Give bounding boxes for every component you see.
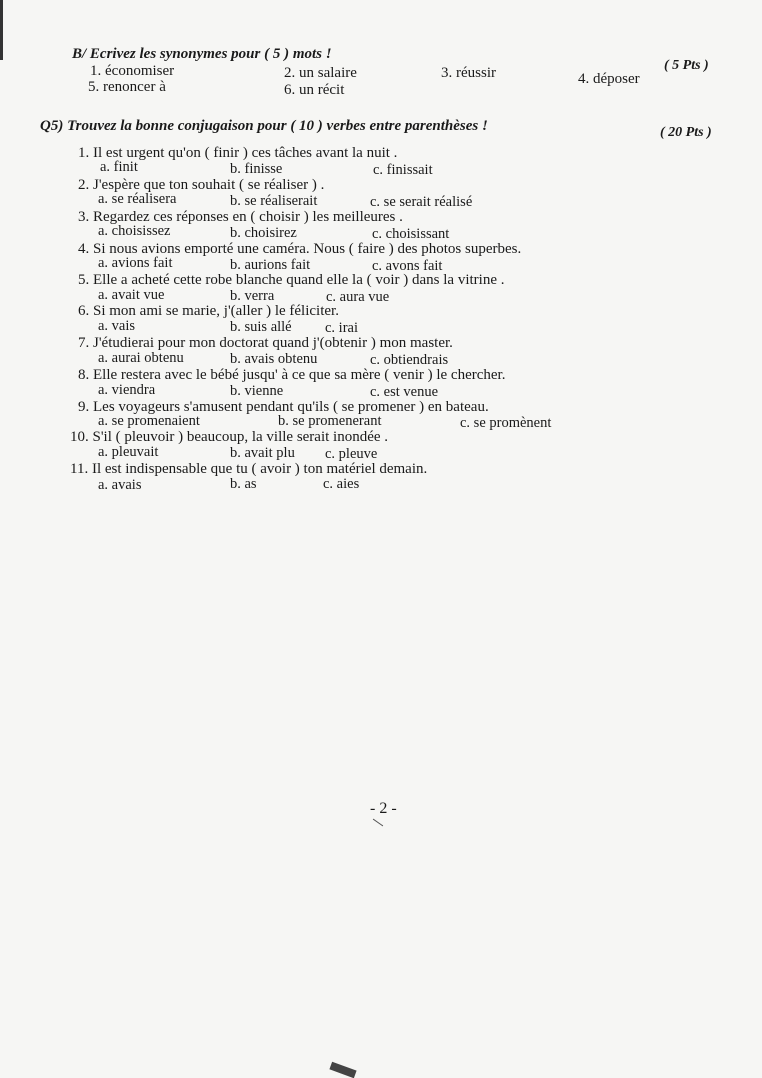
option-7b: b. avais obtenu xyxy=(230,351,318,367)
option-10c: c. pleuve xyxy=(325,446,378,462)
option-2a: a. se réalisera xyxy=(98,191,177,207)
question-9: 9. Les voyageurs s'amusent pendant qu'ils ( se promener ) en bateau. xyxy=(78,399,489,415)
option-11c: c. aies xyxy=(323,476,360,492)
option-8a: a. viendra xyxy=(98,382,156,398)
synonym-word-2: 2. un salaire xyxy=(284,65,357,81)
option-9c: c. se promènent xyxy=(460,415,552,431)
option-4a: a. avions fait xyxy=(98,255,173,271)
option-5c: c. aura vue xyxy=(326,289,390,305)
option-2c: c. se serait réalisé xyxy=(370,194,473,210)
question-11: 11. Il est indispensable que tu ( avoir ) ton matériel demain. xyxy=(70,461,428,477)
synonym-word-5: 5. renoncer à xyxy=(88,79,166,95)
option-2b: b. se réaliserait xyxy=(230,193,318,209)
section-b-points: ( 5 Pts ) xyxy=(664,58,709,73)
option-6b: b. suis allé xyxy=(230,319,292,335)
synonym-word-4: 4. déposer xyxy=(578,71,640,87)
option-5b: b. verra xyxy=(230,288,275,304)
question-5: 5. Elle a acheté cette robe blanche quand elle la ( voir ) dans la vitrine . xyxy=(78,272,505,288)
question-6: 6. Si mon ami se marie, j'(aller ) le féliciter. xyxy=(78,303,339,319)
option-10a: a. pleuvait xyxy=(98,444,159,460)
scan-speck xyxy=(373,819,383,827)
option-1c: c. finissait xyxy=(373,162,433,178)
question-2: 2. J'espère que ton souhait ( se réaliser ) . xyxy=(78,177,325,193)
option-4b: b. aurions fait xyxy=(230,257,311,273)
synonym-word-6: 6. un récit xyxy=(284,82,345,98)
question-10: 10. S'il ( pleuvoir ) beaucoup, la ville serait inondée . xyxy=(70,429,389,445)
option-9a: a. se promenaient xyxy=(98,413,200,429)
synonym-word-3: 3. réussir xyxy=(441,65,496,81)
question-1: 1. Il est urgent qu'on ( finir ) ces tâches avant la nuit . xyxy=(78,145,398,161)
option-6a: a. vais xyxy=(98,318,136,334)
option-9b: b. se promenerant xyxy=(278,413,382,429)
question-7: 7. J'étudierai pour mon doctorat quand j'(obtenir ) mon master. xyxy=(78,335,453,351)
question-4: 4. Si nous avions emporté une caméra. Nous ( faire ) des photos superbes. xyxy=(78,241,522,257)
option-4c: c. avons fait xyxy=(372,258,443,274)
q5-title: Q5) Trouvez la bonne conjugaison pour ( 10 ) verbes entre parenthèses ! xyxy=(40,118,488,134)
option-8c: c. est venue xyxy=(370,384,439,400)
option-3c: c. choisissant xyxy=(372,226,450,242)
option-3a: a. choisissez xyxy=(98,223,171,239)
option-10b: b. avait plu xyxy=(230,445,295,461)
option-8b: b. vienne xyxy=(230,383,284,399)
option-1a: a. finit xyxy=(100,159,138,175)
option-6c: c. irai xyxy=(325,320,359,336)
synonym-word-1: 1. économiser xyxy=(90,63,175,79)
option-5a: a. avait vue xyxy=(98,287,165,303)
option-7c: c. obtiendrais xyxy=(370,352,449,368)
option-3b: b. choisirez xyxy=(230,225,297,241)
option-7a: a. aurai obtenu xyxy=(98,350,184,366)
scan-edge-mark xyxy=(0,0,3,60)
page-number: - 2 - xyxy=(370,800,397,817)
section-b-title: B/ Ecrivez les synonymes pour ( 5 ) mots ! xyxy=(72,46,332,62)
scan-corner-mark xyxy=(329,1062,356,1078)
q5-points: ( 20 Pts ) xyxy=(660,125,712,140)
option-11a: a. avais xyxy=(98,477,142,493)
question-8: 8. Elle restera avec le bébé jusqu' à ce que sa mère ( venir ) le chercher. xyxy=(78,367,506,383)
option-1b: b. finisse xyxy=(230,161,283,177)
option-11b: b. as xyxy=(230,476,257,492)
question-3: 3. Regardez ces réponses en ( choisir ) les meilleures . xyxy=(78,209,403,225)
